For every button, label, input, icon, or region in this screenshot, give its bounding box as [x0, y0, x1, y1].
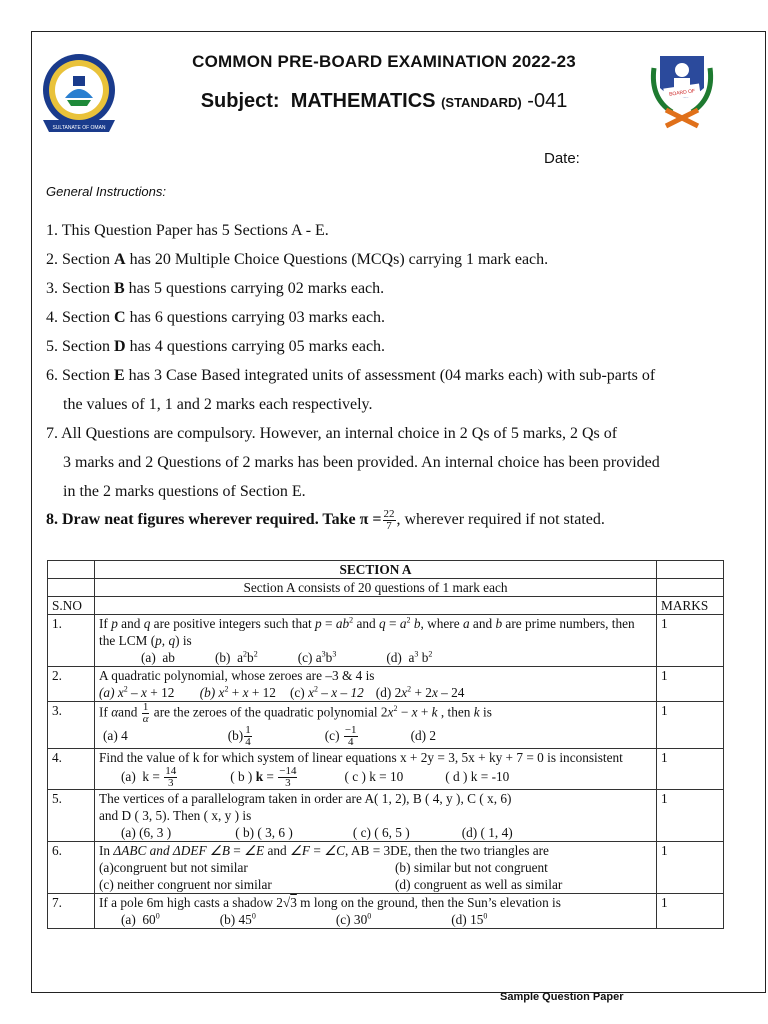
- instruction-5: 5. Section D has 4 questions carrying 05 marks each.: [46, 338, 386, 355]
- footer-label: Sample Question Paper: [500, 991, 624, 1003]
- section-desc: Section A consists of 20 questions of 1 mark each: [95, 579, 657, 597]
- table-row: 6. In ΔABC and ΔDEF ∠B = ∠E and ∠F = ∠C, AB = 3DE, then the two triangles are (a)congruent but not similar (b) similar but not congruent (c) neither congruent nor similar (d) congruent as well as similar 1: [48, 842, 724, 894]
- table-row: 3. If αand $\frac{1}{\alpha}$ are the zeroes of the quadratic polynomial $2x^2 - x + k$ , then k is (a) 4 (b) $\frac{1}{4}$ (c) $\frac{-1}{4}$ (d) 2 1: [48, 702, 724, 749]
- table-row: 7. If a pole 6m high casts a shadow 2√3 m long on the ground, then the Sun’s elevation is (a) $60^0$ (b) $45^0$ (c) $30^0$ (d) $15^0$ 1: [48, 894, 724, 929]
- instruction-7-cont: 3 marks and 2 Questions of 2 marks has been provided. An internal choice has been provided: [63, 454, 660, 471]
- question-6: In ΔABC and ΔDEF ∠B = ∠E and ∠F = ∠C, AB = 3DE, then the two triangles are (a)congruent but not similar (b) similar but not congruent (c) neither congruent nor similar (d) congruent as well as similar: [95, 842, 657, 894]
- instruction-7-cont2: in the 2 marks questions of Section E.: [63, 483, 306, 500]
- exam-title: COMMON PRE-BOARD EXAMINATION 2022-23: [192, 52, 576, 71]
- table-row: 2. A quadratic polynomial, whose zeroes are –3 & 4 is (a) $x^2 - x + 12$ (b) $x^2 + x + 12$ (c) $x^2$ – x – 12 (d) $2x^2 + 2x - 24$ 1: [48, 667, 724, 702]
- section-title: SECTION A: [95, 561, 657, 579]
- svg-text:BOARD OF: BOARD OF: [668, 88, 696, 98]
- instruction-3: 3. Section B has 5 questions carrying 02 marks each.: [46, 280, 385, 297]
- table-row: 4. Find the value of k for which system of linear equations x + 2y = 3, 5x + ky + 7 = 0 is inconsistent (a) k = $\frac{14}{3}$ ( b ) k = $\frac{-14}{3}$ ( c ) k = 10 ( d ) k = -10 1: [48, 749, 724, 790]
- question-5: The vertices of a parallelogram taken in order are A( 1, 2), B ( 4, y ), C ( x, 6) and D ( 3, 5). Then ( x, y ) is (a) (6, 3 ) ( b) ( 3, 6 ) ( c) ( 6, 5 ) (d) ( 1, 4): [95, 790, 657, 842]
- table-row: 5. The vertices of a parallelogram taken in order are A( 1, 2), B ( 4, y ), C ( x, 6) and D ( 3, 5). Then ( x, y ) is (a) (6, 3 ) ( b) ( 3, 6 ) ( c) ( 6, 5 ) (d) ( 1, 4) 1: [48, 790, 724, 842]
- date-label: Date:: [544, 150, 580, 167]
- pi-fraction: $\frac{22}{7}$: [383, 508, 395, 532]
- col-sno: S.NO: [48, 597, 95, 615]
- instruction-8: 8. Draw neat figures wherever required. Take π = $\frac{22}{7}$ , wherever required if not stated.: [46, 508, 605, 532]
- table-row: 1. If p and q are positive integers such that $p = ab^2$ and $q = a^2$ b, where a and b are prime numbers, then the LCM (p, q) is (a) ab (b) $a^2b^2$ (c) $a^3b^3$ (d) $a^3$ $b^2$ 1: [48, 615, 724, 667]
- instruction-7: 7. All Questions are compulsory. However, an internal choice in 2 Qs of 5 marks, 2 Qs of: [46, 425, 618, 442]
- instruction-2: 2. Section A has 20 Multiple Choice Questions (MCQs) carrying 1 mark each.: [46, 251, 549, 268]
- general-instructions-label: General Instructions:: [46, 184, 166, 199]
- question-7: If a pole 6m high casts a shadow 2√3 m long on the ground, then the Sun’s elevation is (a) $60^0$ (b) $45^0$ (c) $30^0$ (d) $15^0$: [95, 894, 657, 929]
- question-2: A quadratic polynomial, whose zeroes are –3 & 4 is (a) $x^2 - x + 12$ (b) $x^2 + x + 12$ (c) $x^2$ – x – 12 (d) $2x^2 + 2x - 24$: [95, 667, 657, 702]
- question-1: If p and q are positive integers such that $p = ab^2$ and $q = a^2$ b, where a and b are prime numbers, then the LCM (p, q) is (a) ab (b) $a^2b^2$ (c) $a^3b^3$ (d) $a^3$ $b^2$: [95, 615, 657, 667]
- instruction-4: 4. Section C has 6 questions carrying 03 marks each.: [46, 309, 386, 326]
- instruction-6: 6. Section E has 3 Case Based integrated units of assessment (04 marks each) with sub-parts of: [46, 367, 656, 384]
- question-3: If αand $\frac{1}{\alpha}$ are the zeroes of the quadratic polynomial $2x^2 - x + k$ , then k is (a) 4 (b) $\frac{1}{4}$ (c) $\frac{-1}{4}$ (d) 2: [95, 702, 657, 749]
- instruction-1: 1. This Question Paper has 5 Sections A - E.: [46, 222, 329, 239]
- section-a-table: [47, 560, 724, 929]
- svg-text:SULTANATE OF OMAN: SULTANATE OF OMAN: [52, 125, 106, 131]
- section-desc-row: [48, 579, 724, 597]
- section-title-row: [48, 561, 724, 579]
- instruction-6-cont: the values of 1, 1 and 2 marks each respectively.: [63, 396, 373, 413]
- question-4: Find the value of k for which system of linear equations x + 2y = 3, 5x + ky + 7 = 0 is inconsistent (a) k = $\frac{14}{3}$ ( b ) k = $\frac{-14}{3}$ ( c ) k = 10 ( d ) k = -10: [95, 749, 657, 790]
- subject-line: Subject: MATHEMATICS (STANDARD) -041: [200, 90, 568, 112]
- col-marks: MARKS: [657, 597, 724, 615]
- table-header-row: [48, 597, 724, 615]
